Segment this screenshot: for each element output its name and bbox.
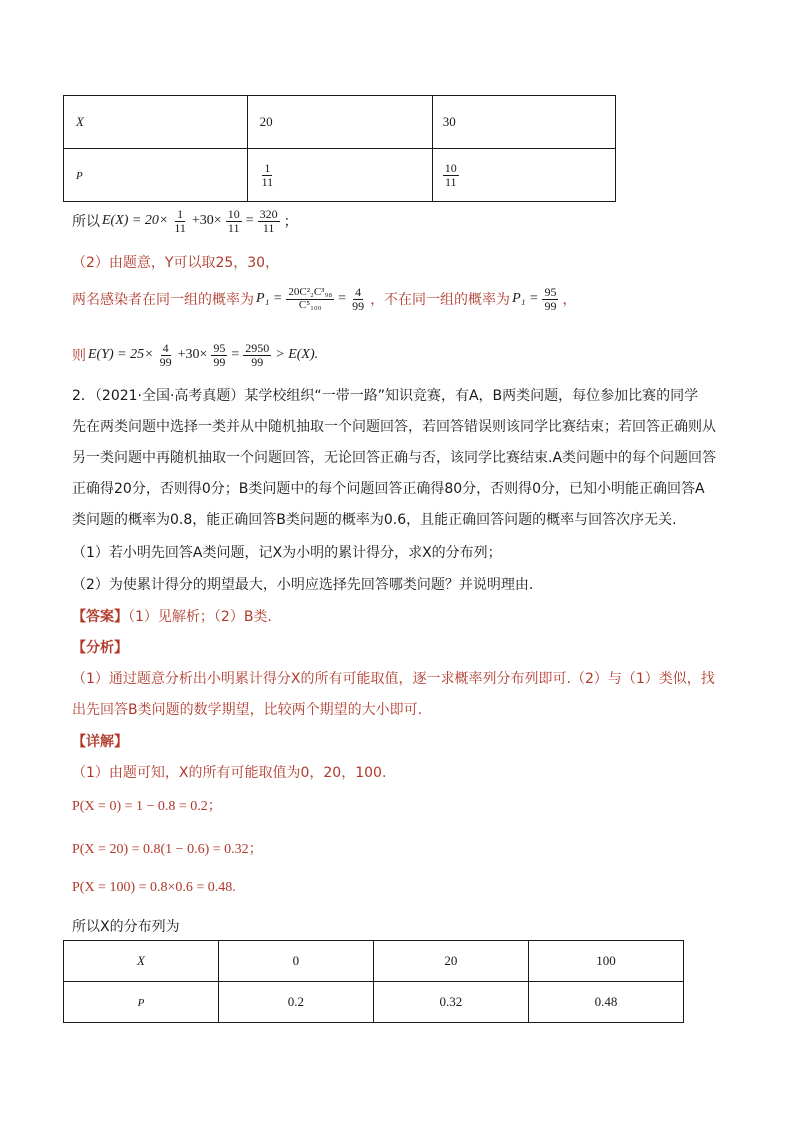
question-2-line-1: 2．（2021·全国·高考真题）某学校组织“一带一路”知识竞赛，有A，B两类问题，每位参加比赛的同学 (72, 388, 699, 404)
detail-eq-3: P(X = 100) = 0.8×0.6 = 0.48. (72, 880, 236, 895)
detail-eq-2: P(X = 20) = 0.8(1 − 0.6) = 0.32； (72, 842, 263, 857)
detail-line-1: （1）由题可知，X的所有可能取值为0，20，100. (72, 765, 387, 781)
table2-cell-1: 0.2 (218, 982, 373, 1023)
answer-line (72, 606, 272, 626)
table2-header-0: 0 (218, 941, 373, 982)
part2-line: （2）由题意，Y可以取25，30， (72, 255, 280, 271)
ex-line: 所以 E(X) = 20× $\frac{1}{11}$ +30× $\frac{10}{11}$ = $\frac{320}{11}$ ； (72, 207, 298, 235)
table2-cell-3: 0.48 (528, 982, 683, 1023)
ey-line: 则 E(Y) = 25× $\frac{4}{99}$ +30× $\frac{95}{99}$ = $\frac{2950}{99}$ > E(X). (72, 341, 319, 369)
prob-line: 两名感染者在同一组的概率为 P₁ = $\frac{\text{20C²₂C³₉₈}}{\text{C⁵₁₀₀}}$ = $\frac{4}{99}$ ，不在同一组的概率为 P₁ = $\frac{95}{99}$ ， (72, 285, 577, 313)
analysis-line-2: 出先回答B类问题的数学期望，比较两个期望的大小即可. (72, 702, 423, 718)
distribution-label: 所以X的分布列为 (72, 919, 180, 935)
table1-header-x: X (64, 96, 248, 149)
question-2-line-2: 先在两类问题中选择一类并从中随机抽取一个问题回答，若回答错误则该同学比赛结束；若回答正确则从 (72, 419, 716, 435)
table2-cell-2: 0.32 (373, 982, 528, 1023)
question-2-sub-2: （2）为使累计得分的期望最大，小明应选择先回答哪类问题？并说明理由. (72, 577, 534, 593)
analysis-line-1: （1）通过题意分析出小明累计得分X的所有可能取值，逐一求概率列分布列即可.（2）与（1）类似，找 (72, 671, 715, 687)
detail-eq-1: P(X = 0) = 1 − 0.8 = 0.2； (72, 799, 222, 814)
table2-header-100: 100 (528, 941, 683, 982)
answer-text: （1）见解析；（2）B类. (128, 609, 272, 625)
table1-cell-1: $\frac{1}{11}$ (247, 149, 432, 202)
question-2-line-5: 类问题的概率为0.8，能正确回答B类问题的概率为0.6，且能正确回答问题的概率与回答次序无关. (72, 512, 677, 528)
analysis-label: 【分析】 (72, 640, 128, 656)
table2-header-x: X (64, 941, 219, 982)
answer-label: 【答案】 (72, 609, 128, 625)
table1-row-label: P (64, 149, 248, 202)
table2-header-row (64, 941, 684, 982)
table1-prob-row (64, 149, 616, 202)
table2-header-20: 20 (373, 941, 528, 982)
distribution-table-1 (63, 95, 616, 202)
table1-header-30: 30 (432, 96, 615, 149)
table2-row-label: P (64, 982, 219, 1023)
table2-prob-row (64, 982, 684, 1023)
table1-cell-2: $\frac{10}{11}$ (432, 149, 615, 202)
question-2-sub-1: （1）若小明先回答A类问题，记X为小明的累计得分，求X的分布列； (72, 545, 502, 561)
question-2-line-3: 另一类问题中再随机抽取一个问题回答，无论回答正确与否，该同学比赛结束.A类问题中的每个问题回答 (72, 450, 717, 466)
detail-label: 【详解】 (72, 734, 128, 750)
distribution-table-2 (63, 940, 684, 1023)
table1-header-20: 20 (247, 96, 432, 149)
table1-header-row (64, 96, 616, 149)
question-2-line-4: 正确得20分，否则得0分；B类问题中的每个问题回答正确得80分，否则得0分，已知小明能正确回答A (72, 481, 705, 497)
